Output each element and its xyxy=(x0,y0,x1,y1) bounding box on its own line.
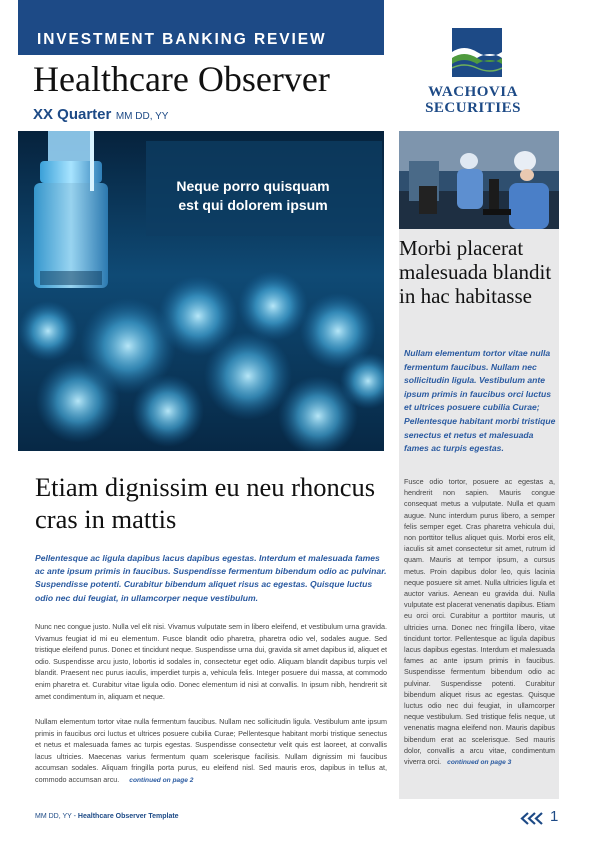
article-continued-link[interactable]: continued on page 2 xyxy=(129,776,194,784)
article-paragraph-2-text: Nullam elementum tortor vitae nulla fermentum faucibus. Nullam nec sollicitudin ligula. Vestibulum ante ipsum primis in faucibus orci luctus et ultrices posuere cubilia Curae; Pellentesque habitant morbi tristique senectus et netus et malesuada fames ac turpis egestas. Suspendisse consectetur velit quis est laoreet, at convallis lacus ultricies. Maecenas varius fermentum quam scelerisque facilisis. Nullam dignissim mi faucibus accumsan sodales. Aliquam fringilla porta purus, eu eleifend nisl. Sed mauris eros, dapibus in tellus at, commodo accumsan arcu. xyxy=(35,717,387,784)
page-number: 1 xyxy=(550,808,559,825)
lab-workers-photo xyxy=(399,131,559,229)
hero-caption xyxy=(138,177,368,215)
issue-quarter: XX Quarter xyxy=(33,106,112,123)
article-paragraph-1: Nunc nec congue justo. Nulla vel elit nisi. Vivamus vulputate sem in libero eleifend, et vestibulum urna gravida. Vivamus feugiat id mi eu elementum. Fusce blandit odio pharetra, pharetra odio vel, sodales augue. Sed tristique eleifend purus. Donec et tincidunt neque. Suspendisse urna dui, gravida sit amet dapibus id, aliquet et odio. Suspendisse arcu justo, lobortis id sodales in, consectetur eget odio. Aliquam blandit dapibus turpis vel blandit. Praesent nec purus iaculis, imperdiet turpis a, vehicula felis. Integer posuere dui massa, at commodo enim pharetra et. Curabitur vitae ligula odio. Donec elementum id nisi at convallis. In ipsum nibh, hendrerit sit amet condimentum in, aliquam et neque. xyxy=(35,622,387,701)
double-chevron-left-icon xyxy=(520,812,548,825)
hero-caption-line-2: est qui dolorem ipsum xyxy=(178,197,328,213)
wachovia-logo-mark-icon xyxy=(452,28,502,77)
footer-template-name: Healthcare Observer Template xyxy=(77,813,179,820)
article-paragraph-2 xyxy=(35,716,387,787)
hero-caption-line-1: Neque porro quisquam xyxy=(176,178,330,194)
issue-line xyxy=(33,106,168,124)
lab-photo xyxy=(399,131,559,229)
footer-date: MM DD, YY - xyxy=(35,813,76,820)
sidebar-body xyxy=(404,476,555,768)
sidebar-body-text: Fusce odio tortor, posuere ac egestas a, hendrerit non sapien. Mauris congue consequat metus a vulputate. Nulla et quam augue. Nunc interdum purus libero, a semper felis semper eget. Cras pharetra vehicula dui, non porttitor tellus aliquet quis. Morbi eros elit, iaculis sit amet consectetur sit amet, rutrum id quam. Mauris at tempor ipsum, a cursus metus. Proin dapibus dolor leo, quis lacinia neque posuere sit amet. Nulla ultricies ligula et auctor varius. Aenean eu gravida dui. Nulla vulputate est placerat venenatis dapibus. Etiam eu orci orci. Curabitur a porttitor mauris, ut ultricies urna. Donec nec fringilla libero, vitae tincidunt tortor. Pellentesque ac ligula dapibus lacus dapibus egestas. Interdum et malesuada fames ac ante ipsum primis in faucibus. Suspendisse fermentum bibendum odio ac pulvinar. Suspendisse potenti. Curabitur bibendum aliquet risus ac egestas. Quisque luctus odio nec dui feugiat, in ullamcorper neque vestibulum. Sed tristique felis neque, ut venenatis magna eleifend non. Mauris dapibus bibendum erat ac scelerisque. Sed mauris dolor, convallis a arcu vitae, condimentum viverra orci. xyxy=(404,477,555,767)
banner-title: INVESTMENT BANKING REVIEW xyxy=(37,31,327,48)
footer-label xyxy=(35,813,179,820)
logo-line-2: SECURITIES xyxy=(425,100,521,116)
issue-date: MM DD, YY xyxy=(115,111,169,122)
hero-image-vials xyxy=(18,131,384,451)
logo-line-1: WACHOVIA xyxy=(428,84,518,100)
sidebar-lead: Nullam elementum tortor vitae nulla fermentum faucibus. Nullam nec sollicitudin ligula. Vestibulum ante ipsum primis in faucibus orci luctus et ultrices posuere cubilia Curae; Pellentesque habitant morbi tristique senectus et netus et malesuada fames ac turpis egestas. xyxy=(404,348,556,454)
wachovia-logo xyxy=(408,16,538,122)
article-headline: Etiam dignissim eu neu rhoncus cras in mattis xyxy=(35,472,376,534)
article-lead: Pellentesque ac ligula dapibus lacus dapibus egestas. Interdum et malesuada fames ac ante ipsum primis in faucibus. Suspendisse fermentum bibendum odio ac pulvinar. Suspendisse potenti. Curabitur bibendum aliquet risus ac egestas. Quisque luctus odio nec dui feugiat, in ullamcorper neque vestibulum. xyxy=(35,553,387,603)
sidebar-continued-link[interactable]: continued on page 3 xyxy=(447,759,512,767)
newsletter-title: Healthcare Observer xyxy=(33,59,330,99)
top-banner xyxy=(18,0,384,55)
sidebar-headline: Morbi placerat malesuada blandit in hac habitasse xyxy=(399,236,552,308)
